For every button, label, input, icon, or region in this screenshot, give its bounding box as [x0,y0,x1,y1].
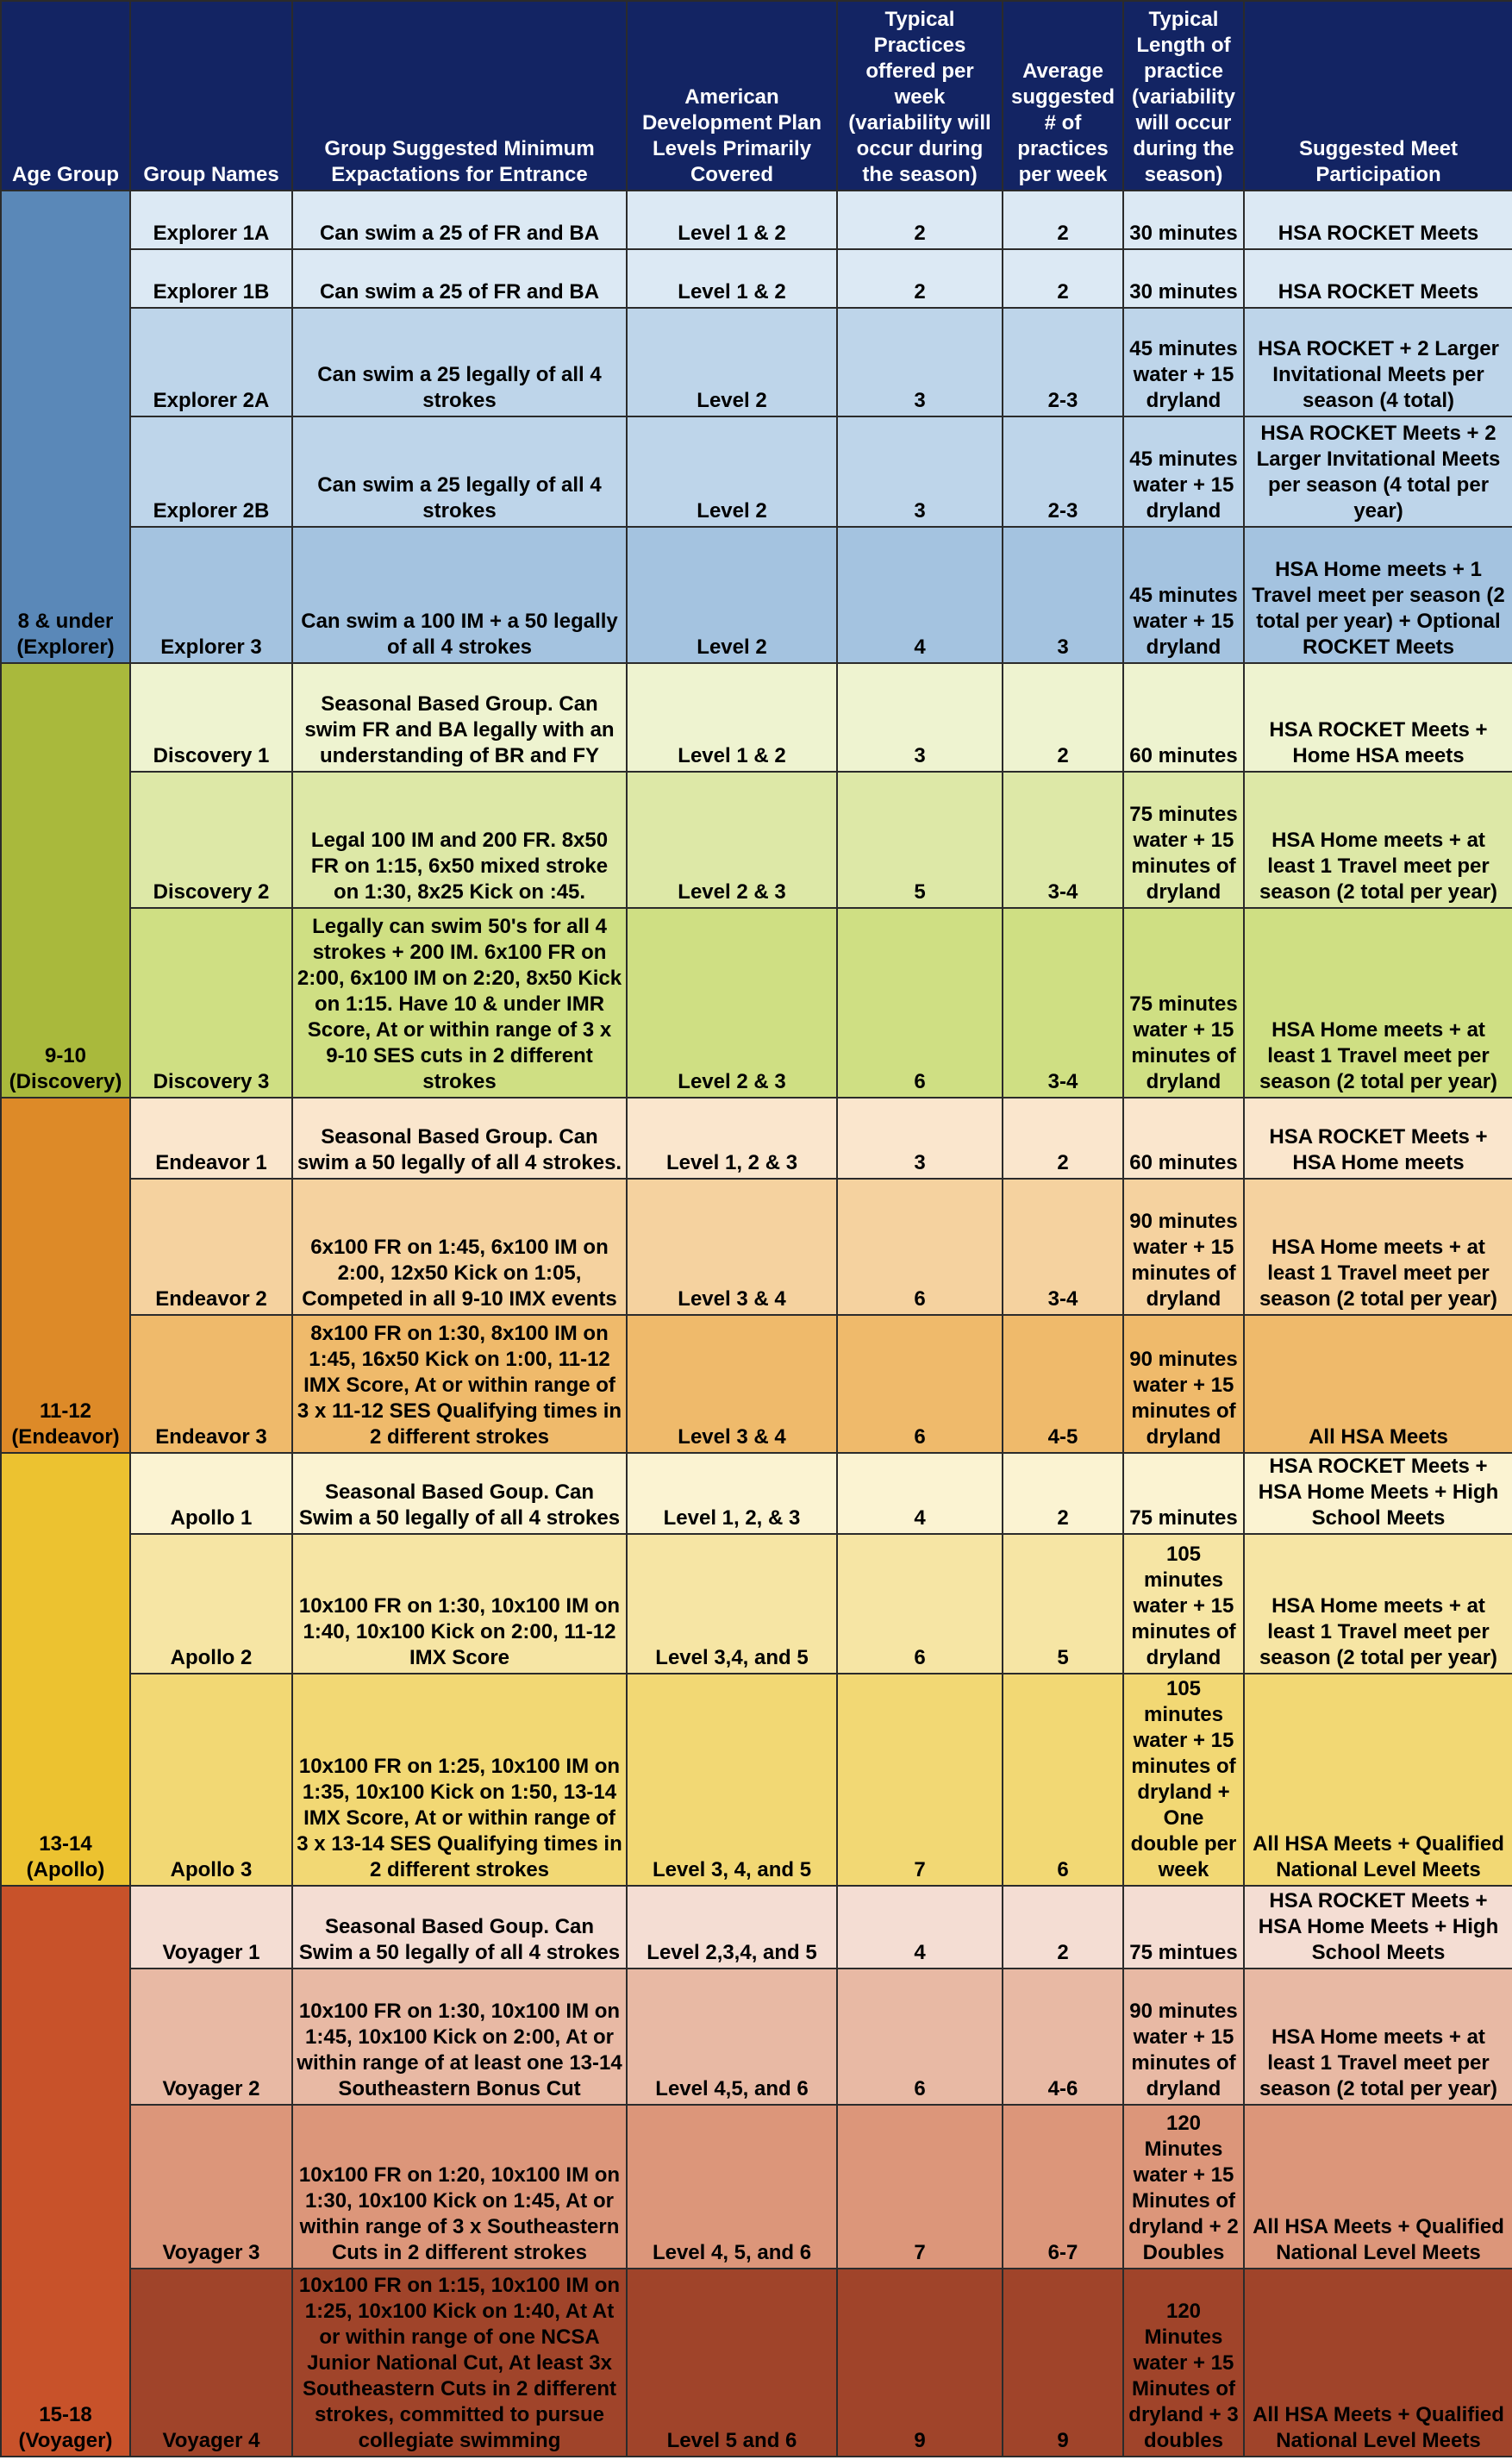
practices-offered-cell: 9 [837,2269,1003,2457]
average-practices-cell: 2 [1003,191,1123,249]
entrance-expectation-cell: 10x100 FR on 1:30, 10x100 IM on 1:45, 10x100 Kick on 2:00, At or within range of at least one 13-14 Southeastern Bonus Cut [292,1969,627,2105]
average-practices-cell: 3-4 [1003,772,1123,908]
table-row [1,1453,1512,1534]
adp-levels-cell: Level 1, 2, & 3 [627,1453,837,1534]
average-practices-cell: 4-5 [1003,1315,1123,1453]
table-row [1,772,1512,908]
meet-participation-cell: All HSA Meets + Qualified National Level Meets [1244,2269,1512,2457]
practices-offered-cell: 5 [837,772,1003,908]
practices-offered-cell: 4 [837,1453,1003,1534]
meet-participation-cell: HSA Home meets + at least 1 Travel meet per season (2 total per year) [1244,1534,1512,1674]
adp-levels-cell: Level 4,5, and 6 [627,1969,837,2105]
table-row [1,191,1512,249]
adp-levels-cell: Level 2 & 3 [627,908,837,1098]
practice-length-cell: 90 minutes water + 15 minutes of dryland [1123,1179,1244,1315]
practices-offered-cell: 6 [837,1969,1003,2105]
entrance-expectation-cell: 6x100 FR on 1:45, 6x100 IM on 2:00, 12x50 Kick on 1:05, Competed in all 9-10 IMX events [292,1179,627,1315]
header-age-group: Age Group [1,1,130,191]
meet-participation-cell: HSA Home meets + 1 Travel meet per season (2 total per year) + Optional ROCKET Meets [1244,527,1512,663]
entrance-expectation-cell: 8x100 FR on 1:30, 8x100 IM on 1:45, 16x50 Kick on 1:00, 11-12 IMX Score, At or within range of 3 x 11-12 SES Qualifying times in 2 different strokes [292,1315,627,1453]
average-practices-cell: 6 [1003,1674,1123,1886]
average-practices-cell: 2-3 [1003,308,1123,416]
practice-length-cell: 120 Minutes water + 15 Minutes of dryland + 2 Doubles [1123,2105,1244,2269]
group-name-cell: Explorer 2B [130,416,292,527]
entrance-expectation-cell: 10x100 FR on 1:15, 10x100 IM on 1:25, 10x100 Kick on 1:40, At At or within range of one NCSA Junior National Cut, At least 3x Southeastern Cuts in 2 different strokes, committed to pursue collegiate swimming [292,2269,627,2457]
group-name-cell: Apollo 1 [130,1453,292,1534]
adp-levels-cell: Level 2 & 3 [627,772,837,908]
entrance-expectation-cell: Legally can swim 50's for all 4 strokes + 200 IM. 6x100 FR on 2:00, 6x100 IM on 2:20, 8x50 Kick on 1:15. Have 10 & under IMR Score, At or within range of 3 x 9-10 SES cuts in 2 different strokes [292,908,627,1098]
practices-offered-cell: 4 [837,527,1003,663]
practices-offered-cell: 6 [837,908,1003,1098]
entrance-expectation-cell: 10x100 FR on 1:25, 10x100 IM on 1:35, 10x100 Kick on 1:50, 13-14 IMX Score, At or within range of 3 x 13-14 SES Qualifying times in 2 different strokes [292,1674,627,1886]
meet-participation-cell: HSA ROCKET Meets + HSA Home meets [1244,1098,1512,1179]
group-name-cell: Voyager 4 [130,2269,292,2457]
table-row [1,663,1512,772]
group-name-cell: Discovery 1 [130,663,292,772]
practice-length-cell: 75 minutes [1123,1453,1244,1534]
adp-levels-cell: Level 5 and 6 [627,2269,837,2457]
table-row [1,527,1512,663]
adp-levels-cell: Level 1 & 2 [627,249,837,308]
entrance-expectation-cell: Seasonal Based Group. Can swim a 50 legally of all 4 strokes. [292,1098,627,1179]
table-row [1,1098,1512,1179]
group-name-cell: Explorer 2A [130,308,292,416]
group-name-cell: Voyager 2 [130,1969,292,2105]
practice-length-cell: 75 mintues [1123,1886,1244,1969]
practices-offered-cell: 6 [837,1534,1003,1674]
table-row [1,249,1512,308]
entrance-expectation-cell: Seasonal Based Goup. Can Swim a 50 legally of all 4 strokes [292,1886,627,1969]
table-row [1,1969,1512,2105]
adp-levels-cell: Level 3, 4, and 5 [627,1674,837,1886]
group-name-cell: Voyager 3 [130,2105,292,2269]
header-meet-participation: Suggested Meet Participation [1244,1,1512,191]
table-row [1,1179,1512,1315]
group-name-cell: Endeavor 2 [130,1179,292,1315]
practice-length-cell: 60 minutes [1123,663,1244,772]
header-group-names: Group Names [130,1,292,191]
practice-length-cell: 75 minutes water + 15 minutes of dryland [1123,772,1244,908]
meet-participation-cell: HSA Home meets + at least 1 Travel meet per season (2 total per year) [1244,908,1512,1098]
group-name-cell: Voyager 1 [130,1886,292,1969]
practices-offered-cell: 4 [837,1886,1003,1969]
table-row [1,1315,1512,1453]
table-row [1,908,1512,1098]
practice-length-cell: 30 minutes [1123,191,1244,249]
practice-length-cell: 105 minutes water + 15 minutes of dryland [1123,1534,1244,1674]
meet-participation-cell: HSA ROCKET Meets + HSA Home Meets + High School Meets [1244,1453,1512,1534]
meet-participation-cell: HSA ROCKET Meets + 2 Larger Invitational Meets per season (4 total per year) [1244,416,1512,527]
adp-levels-cell: Level 3 & 4 [627,1179,837,1315]
practices-offered-cell: 6 [837,1179,1003,1315]
meet-participation-cell: HSA ROCKET + 2 Larger Invitational Meets per season (4 total) [1244,308,1512,416]
meet-participation-cell: All HSA Meets + Qualified National Level Meets [1244,2105,1512,2269]
average-practices-cell: 6-7 [1003,2105,1123,2269]
age-group-cell: 11-12 (Endeavor) [1,1098,130,1453]
group-name-cell: Discovery 3 [130,908,292,1098]
average-practices-cell: 2 [1003,1453,1123,1534]
average-practices-cell: 3-4 [1003,1179,1123,1315]
meet-participation-cell: HSA ROCKET Meets [1244,249,1512,308]
average-practices-cell: 2 [1003,249,1123,308]
header-adp-levels: American Development Plan Levels Primarily Covered [627,1,837,191]
practices-offered-cell: 3 [837,416,1003,527]
adp-levels-cell: Level 1 & 2 [627,663,837,772]
practice-length-cell: 105 minutes water + 15 minutes of dryland + One double per week [1123,1674,1244,1886]
average-practices-cell: 4-6 [1003,1969,1123,2105]
average-practices-cell: 9 [1003,2269,1123,2457]
adp-levels-cell: Level 3,4, and 5 [627,1534,837,1674]
group-name-cell: Explorer 1A [130,191,292,249]
table-row [1,1534,1512,1674]
practices-offered-cell: 2 [837,191,1003,249]
header-practice-length: Typical Length of practice (variability will occur during the season) [1123,1,1244,191]
practice-length-cell: 45 minutes water + 15 dryland [1123,527,1244,663]
average-practices-cell: 3-4 [1003,908,1123,1098]
practice-length-cell: 90 minutes water + 15 minutes of dryland [1123,1315,1244,1453]
adp-levels-cell: Level 2 [627,416,837,527]
group-name-cell: Explorer 1B [130,249,292,308]
entrance-expectation-cell: Can swim a 25 legally of all 4 strokes [292,416,627,527]
meet-participation-cell: HSA Home meets + at least 1 Travel meet per season (2 total per year) [1244,772,1512,908]
age-group-cell: 8 & under (Explorer) [1,191,130,663]
average-practices-cell: 3 [1003,527,1123,663]
entrance-expectation-cell: Can swim a 25 of FR and BA [292,191,627,249]
group-name-cell: Apollo 3 [130,1674,292,1886]
practice-length-cell: 120 Minutes water + 15 Minutes of dryland + 3 doubles [1123,2269,1244,2457]
adp-levels-cell: Level 1 & 2 [627,191,837,249]
entrance-expectation-cell: Seasonal Based Goup. Can Swim a 50 legally of all 4 strokes [292,1453,627,1534]
age-group-cell: 13-14 (Apollo) [1,1453,130,1886]
average-practices-cell: 5 [1003,1534,1123,1674]
practices-offered-cell: 3 [837,1098,1003,1179]
practices-offered-cell: 3 [837,308,1003,416]
header-practices-offered: Typical Practices offered per week (variability will occur during the season) [837,1,1003,191]
meet-participation-cell: HSA ROCKET Meets + HSA Home Meets + High School Meets [1244,1886,1512,1969]
age-group-cell: 15-18 (Voyager) [1,1886,130,2457]
meet-participation-cell: HSA Home meets + at least 1 Travel meet per season (2 total per year) [1244,1969,1512,2105]
table-row [1,2269,1512,2457]
average-practices-cell: 2 [1003,1098,1123,1179]
average-practices-cell: 2 [1003,1886,1123,1969]
entrance-expectation-cell: 10x100 FR on 1:20, 10x100 IM on 1:30, 10x100 Kick on 1:45, At or within range of 3 x Southeastern Cuts in 2 different strokes [292,2105,627,2269]
table-row [1,1674,1512,1886]
average-practices-cell: 2-3 [1003,416,1123,527]
entrance-expectation-cell: 10x100 FR on 1:30, 10x100 IM on 1:40, 10x100 Kick on 2:00, 11-12 IMX Score [292,1534,627,1674]
meet-participation-cell: HSA Home meets + at least 1 Travel meet per season (2 total per year) [1244,1179,1512,1315]
meet-participation-cell: HSA ROCKET Meets [1244,191,1512,249]
practices-offered-cell: 7 [837,2105,1003,2269]
practices-offered-cell: 3 [837,663,1003,772]
adp-levels-cell: Level 1, 2 & 3 [627,1098,837,1179]
header-entrance-expectations: Group Suggested Minimum Expactations for Entrance [292,1,627,191]
group-name-cell: Apollo 2 [130,1534,292,1674]
practice-length-cell: 30 minutes [1123,249,1244,308]
meet-participation-cell: HSA ROCKET Meets + Home HSA meets [1244,663,1512,772]
table-row [1,1886,1512,1969]
group-name-cell: Endeavor 3 [130,1315,292,1453]
entrance-expectation-cell: Seasonal Based Group. Can swim FR and BA legally with an understanding of BR and FY [292,663,627,772]
group-name-cell: Explorer 3 [130,527,292,663]
practice-length-cell: 60 minutes [1123,1098,1244,1179]
entrance-expectation-cell: Can swim a 25 legally of all 4 strokes [292,308,627,416]
practices-offered-cell: 2 [837,249,1003,308]
entrance-expectation-cell: Legal 100 IM and 200 FR. 8x50 FR on 1:15, 6x50 mixed stroke on 1:30, 8x25 Kick on :45. [292,772,627,908]
practice-length-cell: 90 minutes water + 15 minutes of dryland [1123,1969,1244,2105]
adp-levels-cell: Level 3 & 4 [627,1315,837,1453]
entrance-expectation-cell: Can swim a 100 IM + a 50 legally of all 4 strokes [292,527,627,663]
age-group-cell: 9-10 (Discovery) [1,663,130,1098]
table-row [1,416,1512,527]
practices-offered-cell: 6 [837,1315,1003,1453]
header-row [1,1,1512,191]
entrance-expectation-cell: Can swim a 25 of FR and BA [292,249,627,308]
adp-levels-cell: Level 4, 5, and 6 [627,2105,837,2269]
practice-length-cell: 45 minutes water + 15 dryland [1123,416,1244,527]
adp-levels-cell: Level 2,3,4, and 5 [627,1886,837,1969]
practice-length-cell: 75 minutes water + 15 minutes of dryland [1123,908,1244,1098]
table-row [1,308,1512,416]
practice-length-cell: 45 minutes water + 15 dryland [1123,308,1244,416]
table-body [1,191,1512,2457]
meet-participation-cell: All HSA Meets [1244,1315,1512,1453]
group-name-cell: Endeavor 1 [130,1098,292,1179]
average-practices-cell: 2 [1003,663,1123,772]
adp-levels-cell: Level 2 [627,527,837,663]
group-name-cell: Discovery 2 [130,772,292,908]
header-average-practices: Average suggested # of practices per week [1003,1,1123,191]
adp-levels-cell: Level 2 [627,308,837,416]
meet-participation-cell: All HSA Meets + Qualified National Level Meets [1244,1674,1512,1886]
practices-offered-cell: 7 [837,1674,1003,1886]
table-row [1,2105,1512,2269]
